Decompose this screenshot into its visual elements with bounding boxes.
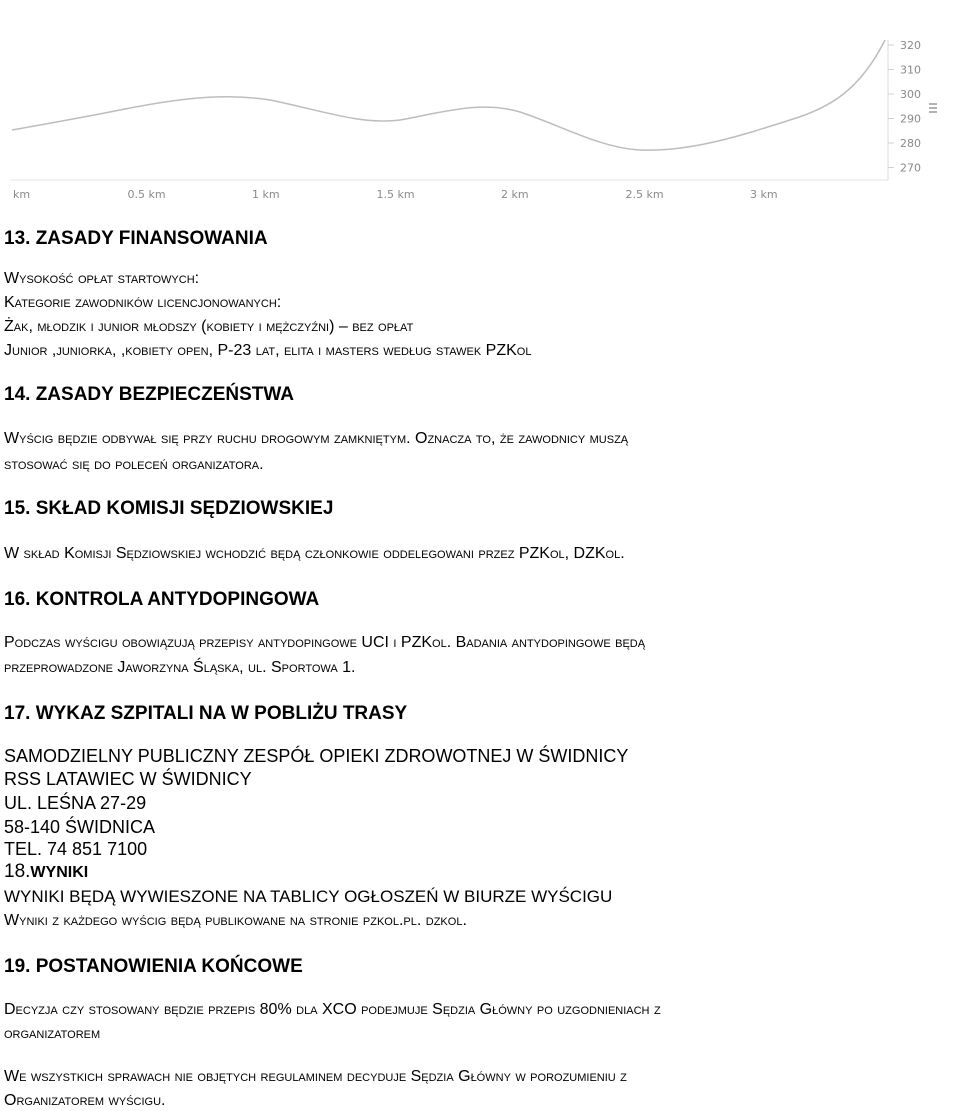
s16-line-1: Podczas wyścigu obowiązują przepisy antydopingowe UCI i PZKol. Badania antydopingowe będą [4,634,646,651]
x-tick-label: km [13,188,31,201]
x-tick-label: 1.5 km [376,188,415,201]
y-tick-label: 300 [900,88,921,101]
s16-line-2: przeprowadzone Jaworzyna Śląska, ul. Sportowa 1. [4,659,356,676]
section-14-heading: 14. ZASADY BEZPIECZEŃSTWA [4,384,294,405]
s15-line-1: W skład Komisji Sędziowskiej wchodzić będą członkowie oddelegowani przez PZKol, DZKol. [4,545,625,562]
s19-p2-line-1: We wszystkich sprawach nie objętych regulaminem decyduje Sędzia Główny w porozumieniu z [4,1068,627,1085]
section-18-heading [4,861,88,883]
y-tick-label: 320 [900,39,921,52]
x-tick-label: 3 km [750,188,778,201]
section-18-number: 18. [4,861,31,882]
section-16-heading: 16. KONTROLA ANTYDOPINGOWA [4,589,320,610]
section-17-heading: 17. WYKAZ SZPITALI NA W POBLIŻU TRASY [4,703,408,724]
s14-line-1: Wyścig będzie odbywał się przy ruchu drogowym zamkniętym. Oznacza to, że zawodnicy muszą [4,430,629,447]
x-tick-label: 2.5 km [625,188,664,201]
s13-line-1: Wysokość opłat startowych: [4,270,200,287]
s14-line-2: stosować się do poleceń organizatora. [4,456,264,473]
s19-p1-line-2: organizatorem [4,1025,101,1042]
s13-line-3: Żak, młodzik i junior młodszy (kobiety i mężczyźni) – bez opłat [4,318,414,335]
s18-line-1: WYNIKI BĘDĄ WYWIESZONE NA TABLICY OGŁOSZEŃ W BIURZE WYŚCIGU [4,887,613,906]
y-tick-label: 270 [900,161,921,175]
s13-line-2: Kategorie zawodników licencjonowanych: [4,294,282,311]
s18-line-2: Wyniki z każdego wyścig będą publikowane na stronie pzkol.pl. dzkol. [4,912,467,929]
y-tick-label: 310 [900,63,921,77]
x-tick-label: 2 km [501,188,529,201]
x-tick-labels [13,188,778,201]
hospital-name: SAMODZIELNY PUBLICZNY ZESPÓŁ OPIEKI ZDROWOTNEJ W ŚWIDNICY [4,746,629,766]
s19-p1-line-1: Decyzja czy stosowany będzie przepis 80% dla XCO podejmuje Sędzia Główny po uzgodnieniach z [4,1001,661,1018]
section-19-heading: 19. POSTANOWIENIA KOŃCOWE [4,956,303,977]
s19-p2-line-2: Organizatorem wyścigu. [4,1092,166,1109]
y-tick-label: 280 [900,137,921,150]
section-18-label: WYNIKI [30,864,89,881]
x-tick-label: 1 km [252,188,280,201]
section-13-heading: 13. ZASADY FINANSOWANIA [4,228,268,249]
section-15-heading: 15. SKŁAD KOMISJI SĘDZIOWSKIEJ [4,498,334,519]
y-tick-label: 290 [900,112,921,126]
s13-line-4: Junior ,juniorka, ,kobiety open, P-23 lat, elita i masters według stawek PZKol [4,342,532,359]
hospital-city: 58-140 ŚWIDNICA [4,817,156,837]
x-tick-label: 0.5 km [127,188,166,201]
hospital-street: UL. LEŚNA 27-29 [4,793,147,813]
hospital-phone: TEL. 74 851 7100 [4,839,148,859]
hospital-unit: RSS LATAWIEC W ŚWIDNICY [4,769,252,789]
elevation-profile-chart [0,0,960,205]
